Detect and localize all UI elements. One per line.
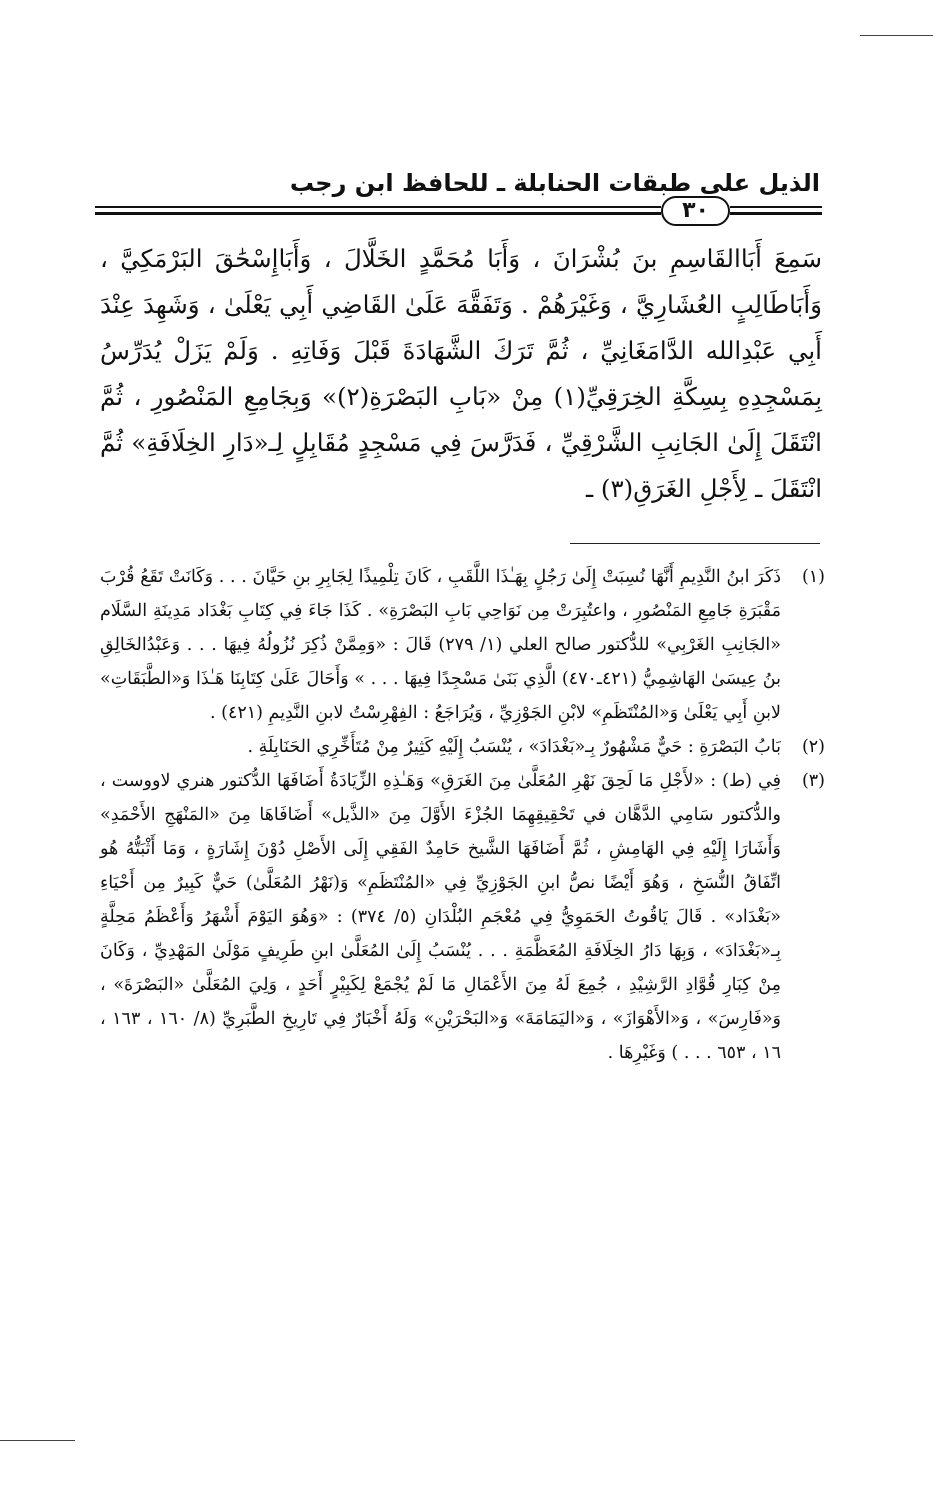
footnotes-list (100, 560, 825, 1070)
header-rule-left-thick (95, 212, 661, 215)
header-rule-right-thick (730, 212, 822, 215)
crop-mark-bottom (0, 1440, 75, 1441)
footnote-3 (100, 764, 825, 1070)
crop-mark-top (860, 35, 933, 36)
footnote-number: (١) (801, 567, 825, 587)
header-rule-right-thin (730, 206, 822, 208)
footnote-separator (570, 543, 820, 544)
running-header-title: الذيل على طبقات الحنابلة ـ للحافظ ابن رجب (289, 169, 820, 197)
footnote-2 (100, 730, 825, 764)
footnote-text: بَابُ البَصْرَةِ : حَيٌّ مَشْهُورٌ بِـ«بَغْدَادَ» ، يُنْسَبُ إِلَيْهِ كَثِيرٌ مِنْ مُتَأَخِّرِي الحَنَابِلَةِ . (247, 737, 781, 757)
main-paragraph: سَمِعَ أَبَاالقَاسِمِ بنَ بُشْرَانَ ، وَأَبَا مُحَمَّدٍ الخَلَّالَ ، وَأَبَاإِسْحَٰقَ البَرْمَكِيَّ ، وَأَبَاطَالِبٍ العُشَارِيَّ ، وَغَيْرَهُمْ . وَتَفَقَّهَ عَلَىٰ القَاضِي أَبِي يَعْلَىٰ ، وَشَهِدَ عِنْدَ أَبِي عَبْدِالله الدَّامَغَانِيِّ ، ثُمَّ تَرَكَ الشَّهَادَةَ قَبْلَ وَفَاتِهِ . وَلَمْ يَزَلْ يُدَرِّسُ بِمَسْجِدِهِ بِسِكَّةِ الخِرَقِيِّ(١) مِنْ «بَابِ البَصْرَةِ(٢)» وَبِجَامِعِ المَنْصُورِ ، ثُمَّ انْتَقَلَ إِلَىٰ الجَانِبِ الشَّرْقِيِّ ، فَدَرَّسَ فِي مَسْجِدٍ مُقَابِلٍ لِـ«دَارِ الخِلَافَةِ» ثُمَّ انْتَقَلَ ـ لِأَجْلِ الغَرَقِ(٣) ـ (100, 244, 823, 503)
footnote-1 (100, 560, 825, 730)
footnote-text: فِي (ط) : «لأَجْلِ مَا لَحِقَ نَهْرِ المُعَلَّىٰ مِنَ الغَرَقِ» وَهَـٰذِهِ الزِّيَادَةُ أَضَافَهَا الدُّكتور هنري لاووست ، والدُّكتور سَامِي الدَّهَّان في تَحْقِيقِهِمَا الجُزْءَ الأَوَّلَ مِنَ «الذَّيل» أَضَافَاهَا مِنَ «المَنْهَجِ الأَحْمَدِ» وَأَشَارَا إِلَيْهِ فِي الهَامِشِ ، ثُمَّ أَضَافَهَا الشَّيخ حَامِدٌ الفَقِي إِلَى الأَصْلِ دُوْنَ إِشَارَةٍ ، وَمَا أَثْبَتُّهُ هُو اتِّفَاقُ النُّسَخِ ، وَهُوَ أَيْضًا نصُّ ابنِ الجَوْزِيِّ فِي «المُنْتَظَمِ» وَ(نَهْرُ المُعَلَّىٰ) حَيٌّ كَبِيرٌ مِن أَحْيَاءِ «بَغْدَاد» . قَالَ يَاقُوتُ الحَمَوِيُّ فِي مُعْجَمِ البُلْدَانِ (٥/ ٣٧٤) : «وَهُوَ اليَوْمَ أَشْهَرُ وَأَعْظَمُ مَحِلَّةٍ بِـ«بَغْدَادَ» ، وَبِهَا دَارُ الخِلَافَةِ المُعَظَّمَةِ . . . يُنْسَبُ إِلَىٰ المُعَلَّىٰ ابنِ طَرِيفٍ مَوْلَىٰ المَهْدِيِّ ، وَكَانَ مِنْ كِبَارِ قُوَّادِ الرَّشِيْدِ ، جُمِعَ لَهُ مِنَ الأَعْمَالِ مَا لَمْ يُجْمَعْ لِكَبِيْرٍ أَحَدٍ ، وَلِيَ المُعَلَّىٰ «البَصْرَةَ» ، وَ«فَارِسَ» ، وَ«الأَهْوَازَ» ، وَ«اليَمَامَةَ» وَ«البَحْرَيْنِ» وَلَهُ أَخْبَارٌ فِي تَارِيخِ الطَّبَرِيِّ (٨/ ١٦٠ ، ١٦٣ ، ١٦ ، ٦٥٣ . . . ) وَغَيْرِهَا . (100, 771, 781, 1063)
footnote-text: ذَكَرَ ابنُ النَّدِيمِ أَنَّهَا نُسِبَتْ إِلَىٰ رَجُلٍ بِهَـٰذَا اللَّقَبِ ، كَانَ تِلْمِيذًا لِجَابِرِ بنِ حَيَّانَ . . . وَكَانَتْ تَقَعُ قُرْبَ مَقْبَرَةِ جَامِعِ المَنْصُورِ ، واعتُبِرَتْ مِن نَوَاحِي بَابِ البَصْرَةِ» . كَذَا جَاءَ فِي كِتَابِ بَغْدَاد مَدِينَةِ السَّلَام «الجَانِبِ الغَرْبِي» للدُّكتور صالح العلي (١/ ٢٧٩) قَالَ : «وَمِمَّنْ ذُكِرَ نُزُولُهُ فِيهَا . . . وَعَبْدُالخَالِقِ بنُ عِيسَىٰ الهَاشِمِيُّ (٤٢١ـ٤٧٠) الَّذِي بَنَىٰ مَسْجِدًا فِيهَا . . . » وَأَحَالَ عَلَىٰ كِتَابِنَا هَـٰذَا وَ«الطَّبَقَاتِ» لابنِ أَبِي يَعْلَىٰ وَ«المُنْتَظَمِ» لابْنِ الجَوْزِيِّ ، وَيُرَاجَعُ : الفِهْرِسْتُ لابنِ النَّدِيمِ (٤٢١) . (100, 567, 782, 723)
header-rule-left-thin (95, 206, 661, 208)
footnote-number: (٣) (801, 771, 825, 791)
page-number: ٣٠ (661, 196, 730, 226)
footnote-number: (٢) (801, 737, 825, 757)
header-rule (95, 196, 822, 228)
